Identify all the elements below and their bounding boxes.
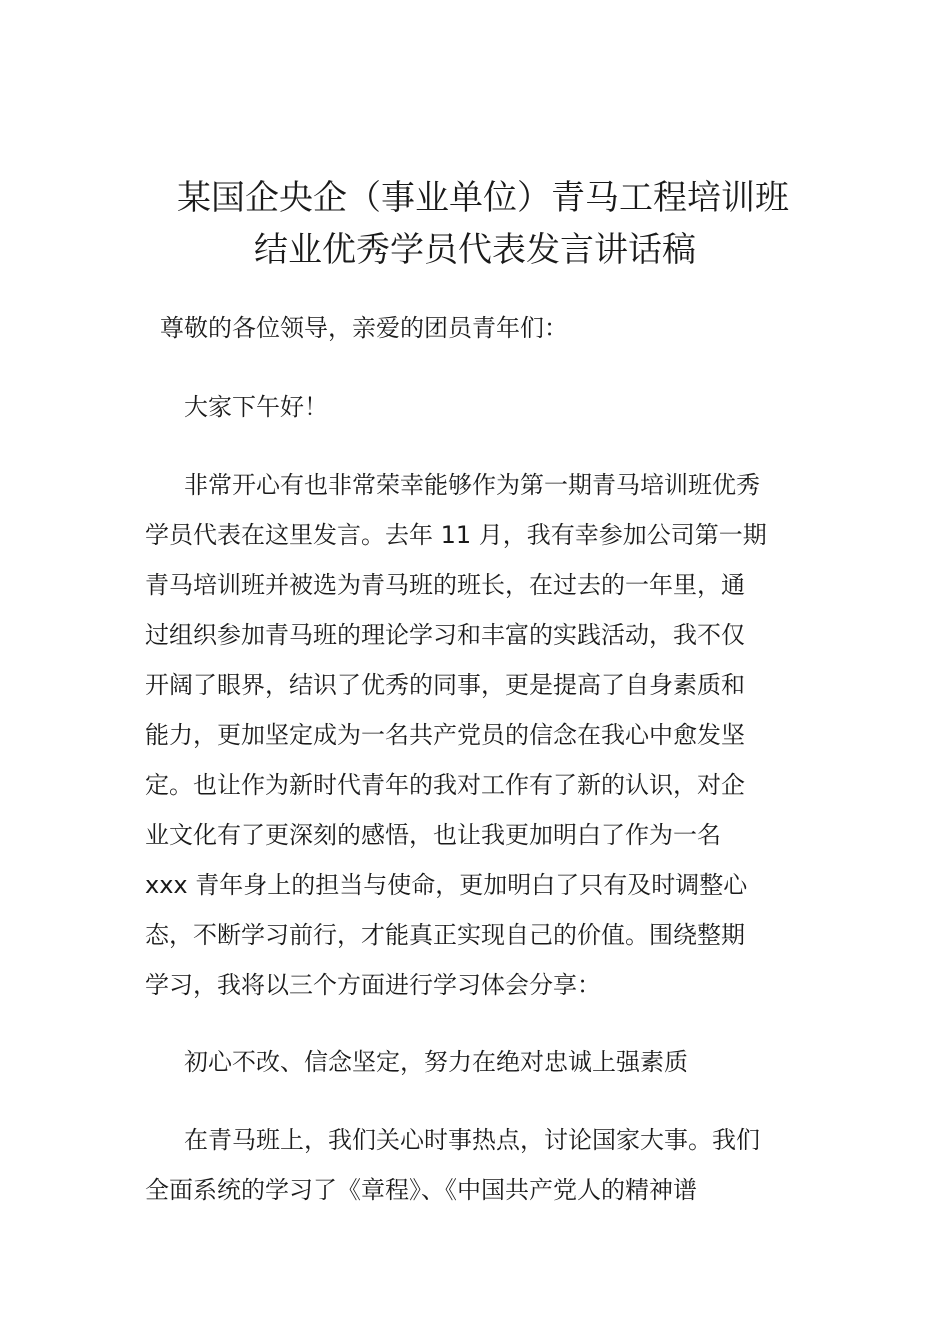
paragraph-1-line: 业文化有了更深刻的感悟，也让我更加明白了作为一名 bbox=[145, 821, 721, 849]
paragraph-1-line: 学习，我将以三个方面进行学习体会分享： bbox=[145, 971, 601, 999]
paragraph-1-line: 开阔了眼界，结识了优秀的同事，更是提高了自身素质和 bbox=[145, 671, 745, 699]
paragraph-1-line: 过组织参加青马班的理论学习和丰富的实践活动，我不仅 bbox=[145, 621, 745, 649]
paragraph-1-line: 青马培训班并被选为青马班的班长，在过去的一年里，通 bbox=[145, 571, 745, 599]
document-title-line-2: 结业优秀学员代表发言讲话稿 bbox=[254, 230, 696, 270]
paragraph-1-line: 态，不断学习前行，才能真正实现自己的价值。围绕整期 bbox=[145, 921, 745, 949]
greeting: 大家下午好！ bbox=[184, 393, 328, 421]
paragraph-2-line: 全面系统的学习了《章程》、《中国共产党人的精神谱 bbox=[145, 1176, 697, 1204]
paragraph-1-line: 非常开心有也非常荣幸能够作为第一期青马培训班优秀 bbox=[184, 471, 760, 499]
paragraph-1-line: 学员代表在这里发言。去年 11 月，我有幸参加公司第一期 bbox=[145, 521, 767, 549]
paragraph-1-line: xxx 青年身上的担当与使命，更加明白了只有及时调整心 bbox=[145, 871, 748, 899]
paragraph-1-line: 定。也让作为新时代青年的我对工作有了新的认识，对企 bbox=[145, 771, 745, 799]
paragraph-2-line: 在青马班上，我们关心时事热点，讨论国家大事。我们 bbox=[184, 1126, 760, 1154]
section-heading: 初心不改、信念坚定，努力在绝对忠诚上强素质 bbox=[184, 1048, 688, 1076]
paragraph-1-line: 能力，更加坚定成为一名共产党员的信念在我心中愈发坚 bbox=[145, 721, 745, 749]
salutation: 尊敬的各位领导，亲爱的团员青年们： bbox=[160, 314, 568, 342]
document-title-line-1: 某国企央企（事业单位）青马工程培训班 bbox=[177, 178, 789, 218]
